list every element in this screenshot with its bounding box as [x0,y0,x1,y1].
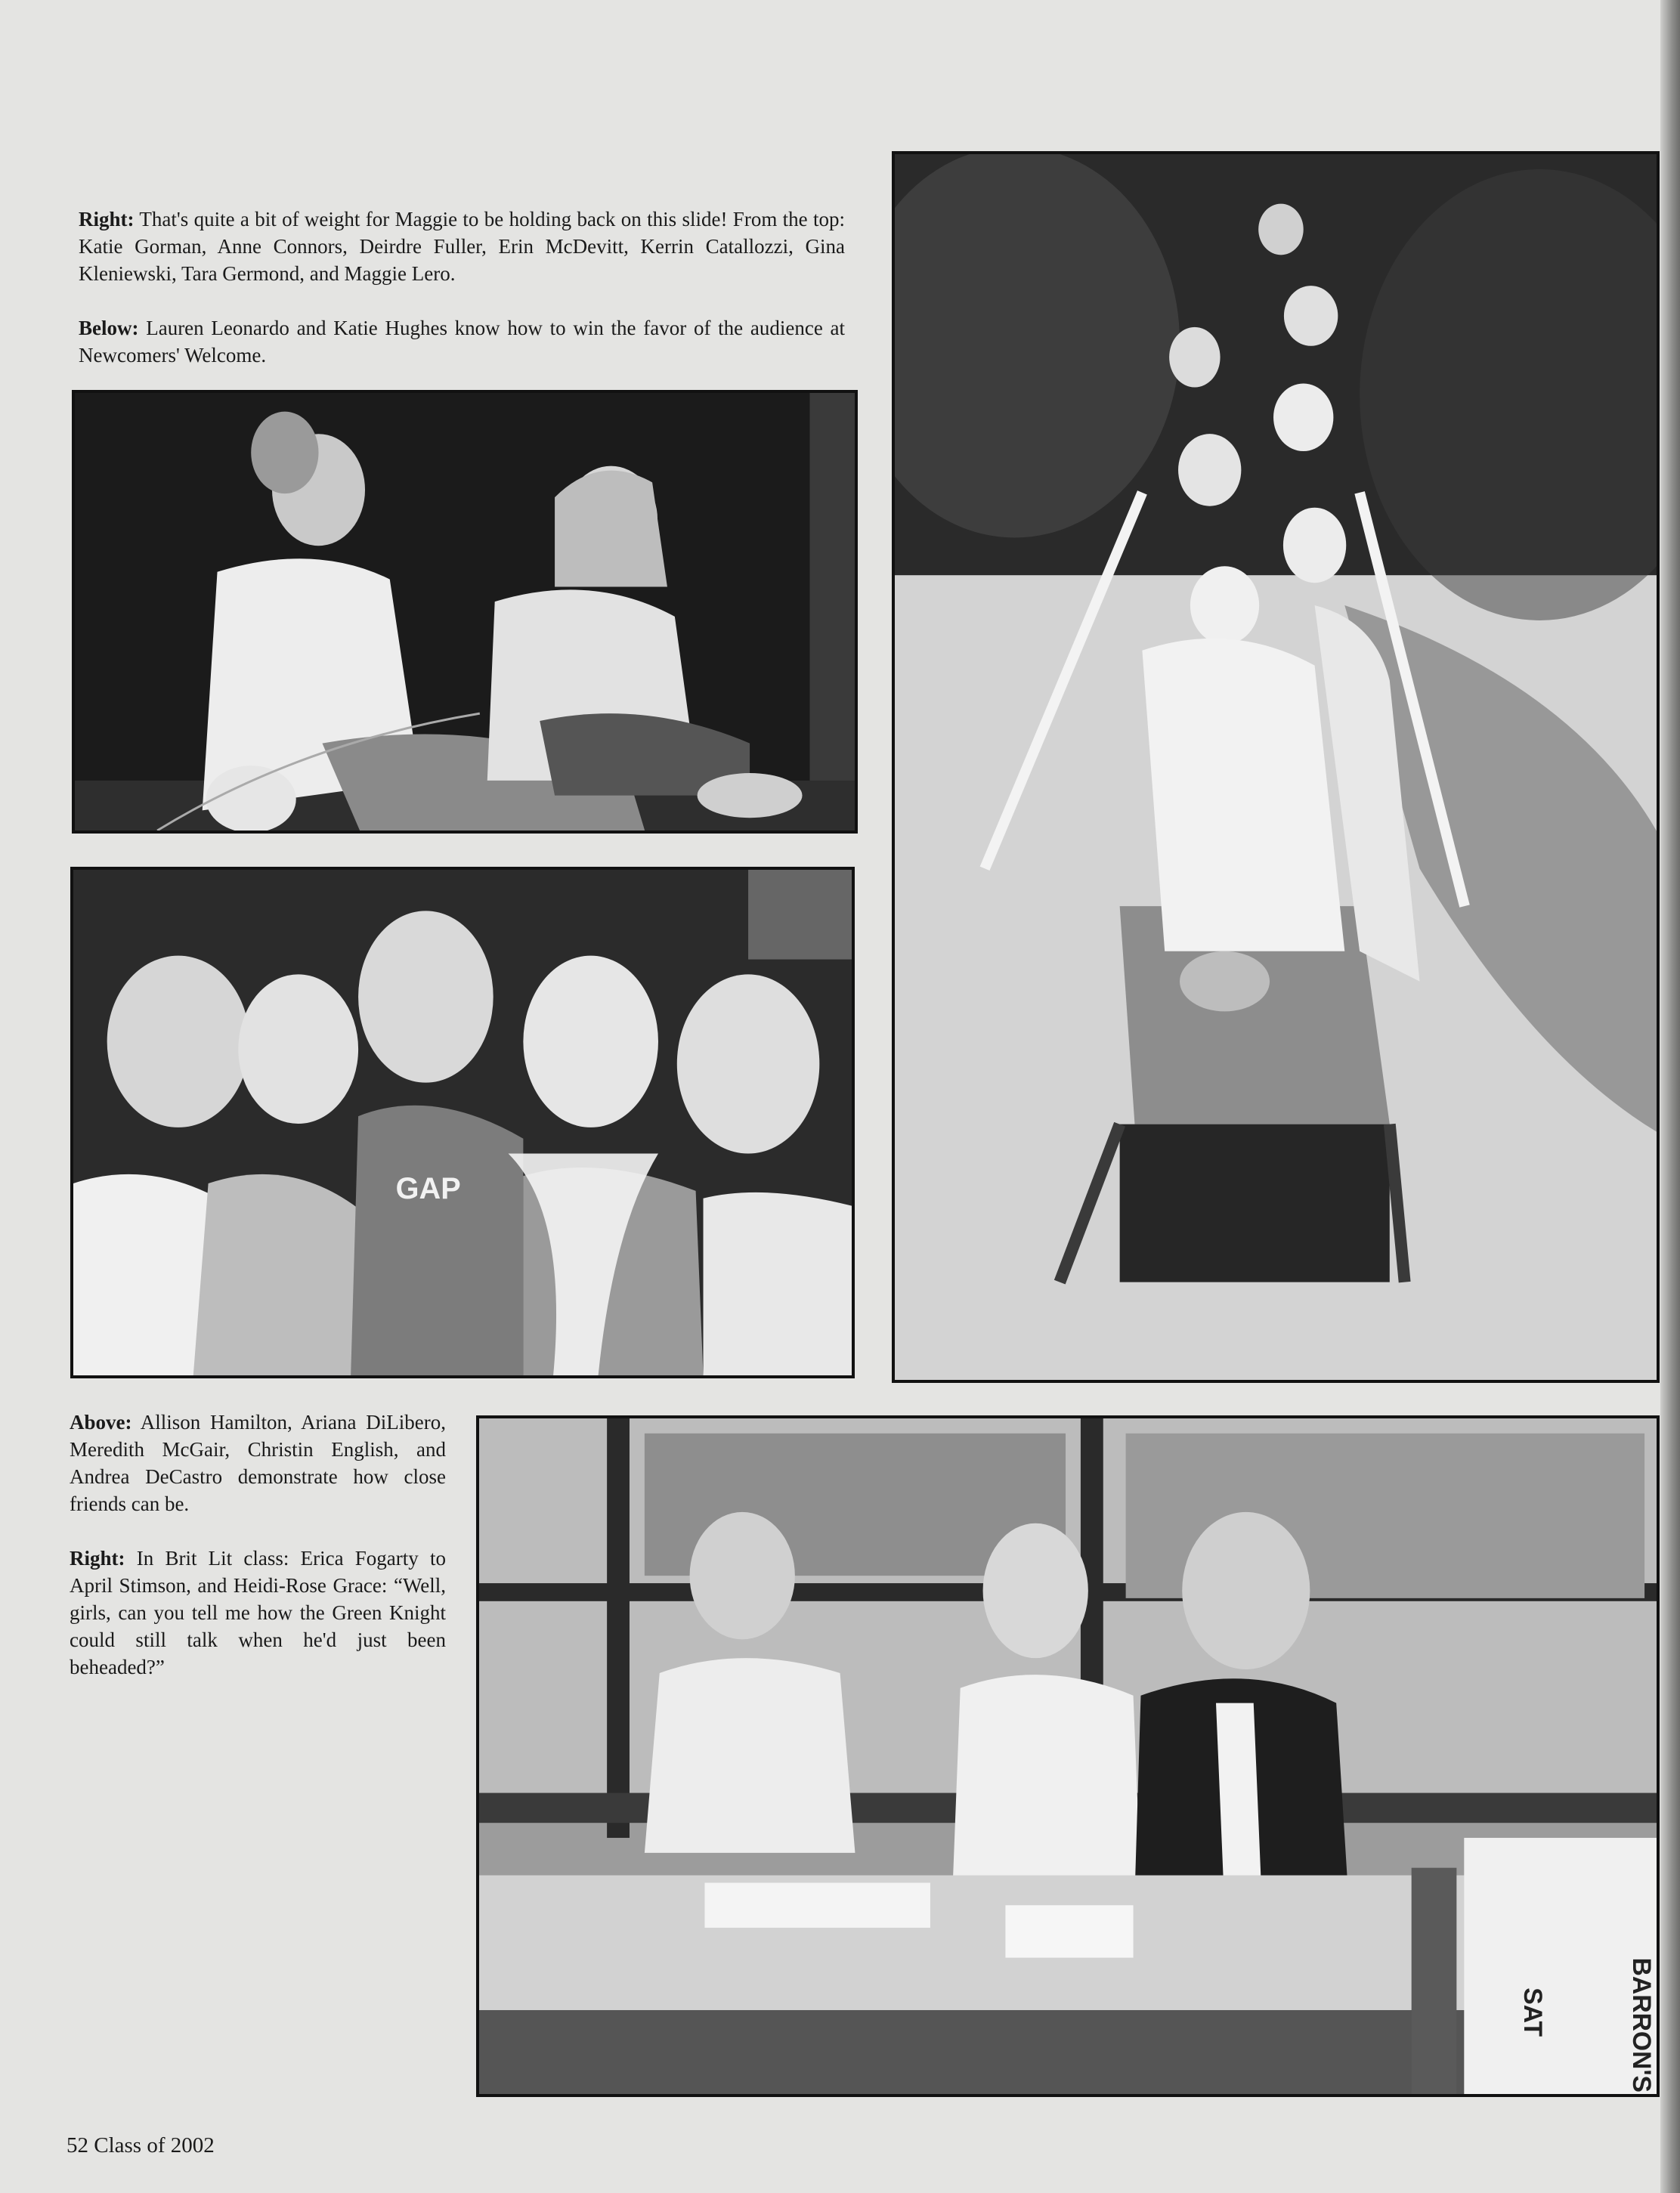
page-edge [1660,0,1680,2193]
caption-slide [79,206,845,369]
photo-newcomers-welcome [72,390,858,834]
photo-book-text: SAT [1518,1987,1547,2037]
caption-lead: Below: [79,317,139,339]
photo-image [75,393,855,830]
caption-lead: Right: [79,208,135,230]
caption-lead: Above: [70,1411,132,1434]
photo-image [895,154,1657,1380]
page-number: 52 [67,2133,88,2157]
photo-slide [892,151,1660,1383]
photo-image [479,1418,1657,2094]
footer-section: Class of 2002 [94,2133,215,2157]
photo-image [73,870,852,1375]
caption-friends [70,1409,446,1681]
caption-lead: Right: [70,1547,125,1570]
page-footer [67,2133,215,2158]
caption-text: Lauren Leonardo and Katie Hughes know how to win the favor of the audience at Newcomers' Welcome. [79,317,846,367]
photo-brit-lit-class [476,1415,1660,2097]
photo-shirt-text: GAP [395,1171,461,1205]
caption-text: That's quite a bit of weight for Maggie to be holding back on this slide! From the top: Katie Gorman, Anne Connors, Deirdre Fuller, Erin McDevitt, Kerrin Catallozzi, Gina Kleniewski, Tara Germond, and Maggie Lero. [79,208,846,285]
photo-close-friends [70,867,855,1378]
caption-text: Allison Hamilton, Ariana DiLibero, Meredith McGair, Christin English, and Andrea DeCastro demonstrate how close friends can be. [70,1411,447,1515]
caption-text: In Brit Lit class: Erica Fogarty to April Stimson, and Heidi-Rose Grace: “Well, girls, can you tell me how the Green Knight could still talk when he'd just been beheaded?” [70,1547,446,1678]
photo-book-text: BARRON'S [1627,1957,1657,2092]
